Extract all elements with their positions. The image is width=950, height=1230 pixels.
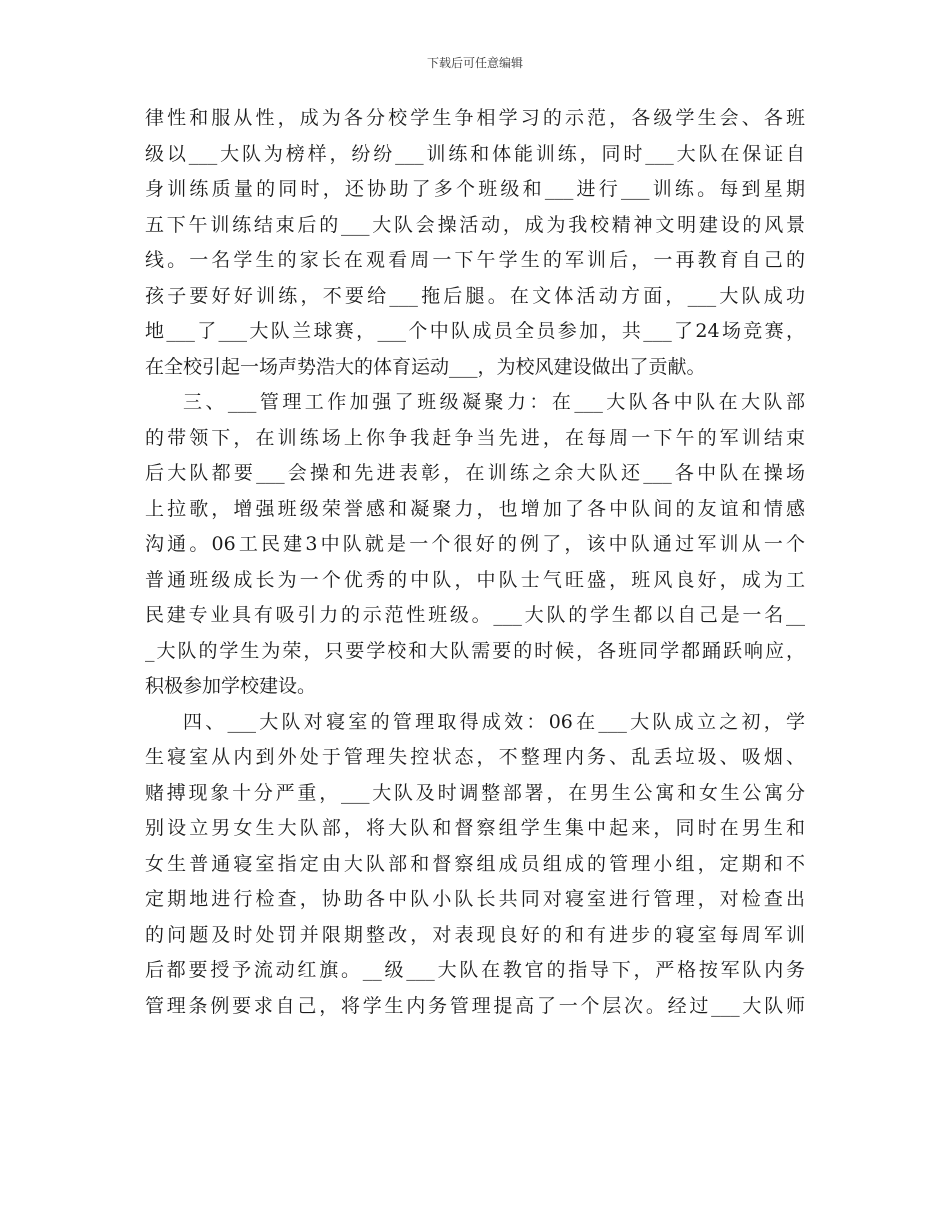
text-line: 的问题及时处罚并限期整改，对表现良好的和有进步的寝室每周军训 xyxy=(145,923,805,946)
text-line: 五下午训练结束后的___大队会操活动，成为我校精神文明建设的风景 xyxy=(145,213,805,236)
text-line: 民建专业具有吸引力的示范性班级。___大队的学生都以自己是一名__ xyxy=(145,604,805,626)
text-line: 沟通。06工民建3中队就是一个很好的例了，该中队通过军训从一个 xyxy=(145,533,805,555)
text-line: 积极参加学校建设。 xyxy=(145,675,317,697)
text-line: 律性和服从性，成为各分校学生争相学习的示范，各级学生会、各班 xyxy=(145,107,805,129)
page-header-note: 下载后可任意编辑 xyxy=(426,56,523,70)
text-line: 孩子要好好训练，不要给___拖后腿。在文体活动方面，___大队成功 xyxy=(145,284,805,307)
text-line: 后都要授予流动红旗。__级___大队在教官的指导下，严格按军队内务 xyxy=(145,959,805,981)
text-line: 上拉歌，增强班级荣誉感和凝聚力，也增加了各中队间的友谊和情感 xyxy=(145,497,805,520)
text-line: _大队的学生为荣，只要学校和大队需要的时候，各班同学都踊跃响应， xyxy=(145,639,805,662)
text-line: 管理条例要求自己，将学生内务管理提高了一个层次。经过___大队师 xyxy=(145,994,805,1017)
text-line: 地___了___大队兰球赛，___个中队成员全员参加，共___了24场竞赛， xyxy=(145,320,805,342)
text-line: 普通班级成长为一个优秀的中队，中队士气旺盛，班风良好，成为工 xyxy=(145,568,805,591)
text-line: 级以___大队为榜样，纷纷___训练和体能训练，同时___大队在保证自 xyxy=(145,142,805,165)
document-body xyxy=(145,101,805,1024)
text-line: 女生普通寝室指定由大队部和督察组成员组成的管理小组，定期和不 xyxy=(145,852,805,875)
text-line: 生寝室从内到外处于管理失控状态，不整理内务、乱丢垃圾、吸烟、 xyxy=(145,746,805,768)
text-line: 定期地进行检查，协助各中队小队长共同对寝室进行管理，对检查出 xyxy=(145,888,805,910)
text-line: 身训练质量的同时，还协助了多个班级和___进行___训练。每到星期 xyxy=(145,178,805,200)
text-line: 的带领下，在训练场上你争我赶争当先进，在每周一下午的军训结束 xyxy=(145,426,805,449)
text-line: 别设立男女生大队部，将大队和督察组学生集中起来，同时在男生和 xyxy=(145,817,805,839)
text-line: 三、___管理工作加强了班级凝聚力：在___大队各中队在大队部 xyxy=(183,391,805,413)
text-line: 在全校引起一场声势浩大的体育运动___，为校风建设做出了贡献。 xyxy=(145,355,706,378)
text-line: 线。一名学生的家长在观看周一下午学生的军训后，一再教育自己的 xyxy=(145,249,805,271)
text-line: 赌搏现象十分严重，___大队及时调整部署，在男生公寓和女生公寓分 xyxy=(145,781,805,804)
text-line: 后大队都要___会操和先进表彰，在训练之余大队还___各中队在操场 xyxy=(145,462,805,484)
text-line: 四、___大队对寝室的管理取得成效：06在___大队成立之初，学 xyxy=(183,710,805,733)
